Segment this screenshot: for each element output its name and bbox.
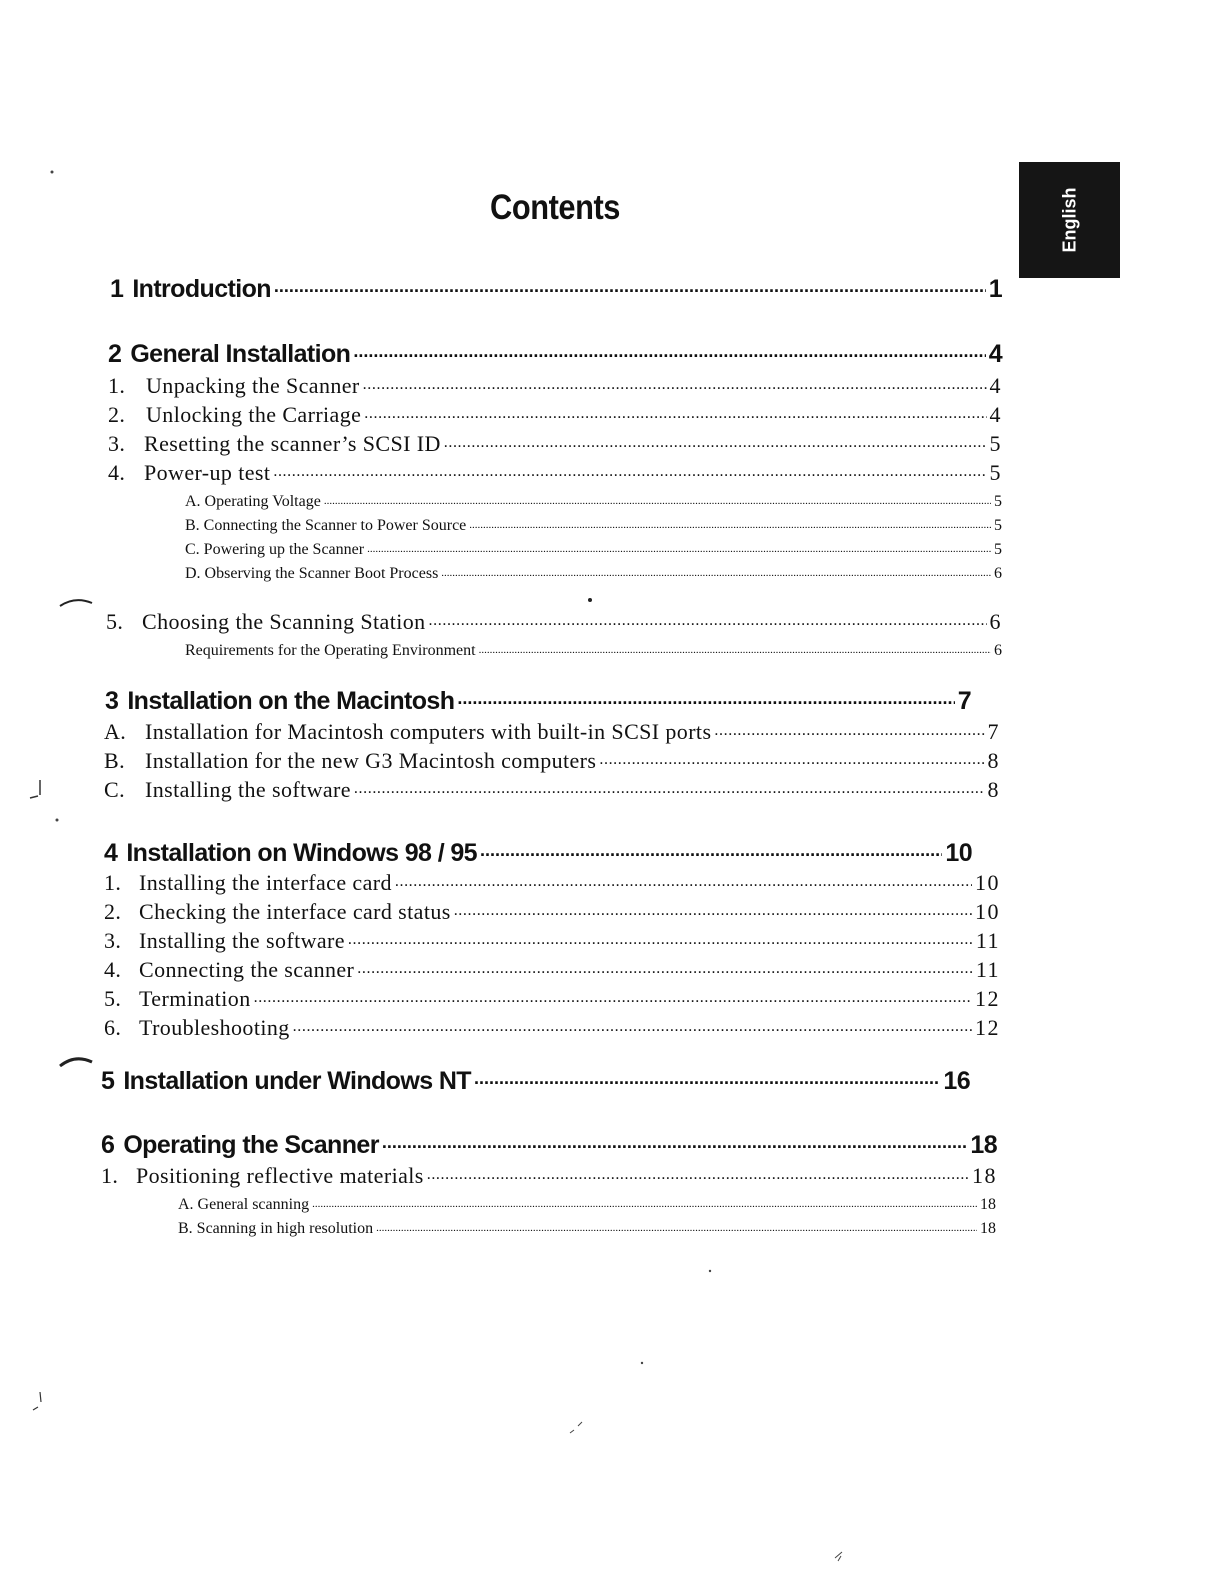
scan-mark xyxy=(570,1422,582,1433)
page-number: 6 xyxy=(994,565,1002,583)
page-number: 5 xyxy=(994,493,1002,511)
chapter-title: Introduction xyxy=(132,274,271,303)
page-number: 10 xyxy=(975,899,1000,924)
page-number: 5 xyxy=(989,431,1002,456)
chapter-title: General Installation xyxy=(130,339,351,368)
item-title: Resetting the scanner’s SCSI ID xyxy=(144,431,441,456)
chapter-number: 5 xyxy=(101,1066,115,1095)
item-title: Positioning reflective materials xyxy=(136,1163,424,1188)
item-number: 1. xyxy=(108,373,126,398)
subitem-title: B. Scanning in high resolution xyxy=(178,1220,374,1238)
chapter-title: Operating the Scanner xyxy=(123,1130,379,1159)
item-title: Troubleshooting xyxy=(139,1015,290,1040)
subitem-title: Requirements for the Operating Environment xyxy=(185,642,476,660)
subitem-title: D. Observing the Scanner Boot Process xyxy=(185,565,439,583)
item-number: 4. xyxy=(104,957,122,982)
subitem-title: A. Operating Voltage xyxy=(185,493,321,511)
item-number: C. xyxy=(104,777,125,802)
page-number: 18 xyxy=(970,1130,997,1159)
item-title: Installation for the new G3 Macintosh computers xyxy=(145,748,597,773)
item-number: 3. xyxy=(108,431,126,456)
page-number: 18 xyxy=(980,1196,996,1214)
page-number: 4 xyxy=(989,373,1002,398)
chapter-number: 6 xyxy=(101,1130,115,1159)
page-number: 8 xyxy=(987,777,1000,802)
scan-mark xyxy=(835,1552,842,1561)
item-number: 6. xyxy=(104,1015,122,1040)
item-title: Choosing the Scanning Station xyxy=(142,609,426,634)
page-number: 10 xyxy=(945,838,972,867)
item-number: 2. xyxy=(104,899,122,924)
chapter-title: Installation under Windows NT xyxy=(123,1066,471,1095)
chapter-number: 2 xyxy=(108,339,122,368)
page-number: 4 xyxy=(989,402,1002,427)
item-number: 1. xyxy=(101,1163,119,1188)
page-number: 7 xyxy=(957,686,971,715)
chapter-title: Installation on Windows 98 / 95 xyxy=(126,838,477,867)
item-title: Connecting the scanner xyxy=(139,957,355,982)
page-number: 16 xyxy=(943,1066,970,1095)
scan-dot xyxy=(709,1270,711,1272)
scan-dot xyxy=(641,1362,643,1364)
page-number: 7 xyxy=(987,719,1000,744)
page-number: 12 xyxy=(975,986,1000,1011)
item-title: Installing the software xyxy=(145,777,351,802)
page-number: 8 xyxy=(987,748,1000,773)
item-number: 2. xyxy=(108,402,126,427)
item-title: Power-up test xyxy=(144,460,271,485)
page-number: 5 xyxy=(989,460,1002,485)
scan-mark xyxy=(33,1392,41,1410)
page-number: 18 xyxy=(980,1220,996,1238)
page-number: 10 xyxy=(975,870,1000,895)
page-number: 5 xyxy=(994,517,1002,535)
chapter-number: 4 xyxy=(104,838,118,867)
page-title: Contents xyxy=(490,188,620,227)
scan-dot xyxy=(51,171,54,174)
item-title: Installing the software xyxy=(139,928,345,953)
item-number: 4. xyxy=(108,460,126,485)
item-number: 5. xyxy=(104,986,122,1011)
item-number: A. xyxy=(104,719,127,744)
page-number: 6 xyxy=(994,642,1002,660)
page-number: 11 xyxy=(975,957,1000,982)
chapter-number: 3 xyxy=(105,686,119,715)
item-number: 1. xyxy=(104,870,122,895)
item-number: 5. xyxy=(106,609,124,634)
page-number: 5 xyxy=(994,541,1002,559)
item-number: 3. xyxy=(104,928,122,953)
item-title: Checking the interface card status xyxy=(139,899,451,924)
language-tab-label: English xyxy=(1059,187,1079,253)
scan-mark xyxy=(30,780,40,798)
item-title: Installation for Macintosh computers with built-in SCSI ports xyxy=(145,719,712,744)
subitem-title: B. Connecting the Scanner to Power Source xyxy=(185,517,467,535)
scan-mark xyxy=(60,600,92,606)
item-title: Unlocking the Carriage xyxy=(146,402,362,427)
page-number: 6 xyxy=(989,609,1002,634)
page-number: 4 xyxy=(988,339,1002,368)
page-number: 11 xyxy=(975,928,1000,953)
scan-dot xyxy=(56,819,59,822)
item-title: Termination xyxy=(139,986,251,1011)
item-title: Installing the interface card xyxy=(139,870,392,895)
item-title: Unpacking the Scanner xyxy=(146,373,360,398)
subitem-title: C. Powering up the Scanner xyxy=(185,541,365,559)
item-number: B. xyxy=(104,748,125,773)
page-number: 18 xyxy=(972,1163,997,1188)
scan-dot xyxy=(588,598,592,602)
subitem-title: A. General scanning xyxy=(178,1196,310,1214)
page-number: 1 xyxy=(988,274,1002,303)
chapter-number: 1 xyxy=(110,274,124,303)
page-number: 12 xyxy=(975,1015,1000,1040)
scan-mark xyxy=(60,1059,92,1066)
chapter-title: Installation on the Macintosh xyxy=(127,686,455,715)
